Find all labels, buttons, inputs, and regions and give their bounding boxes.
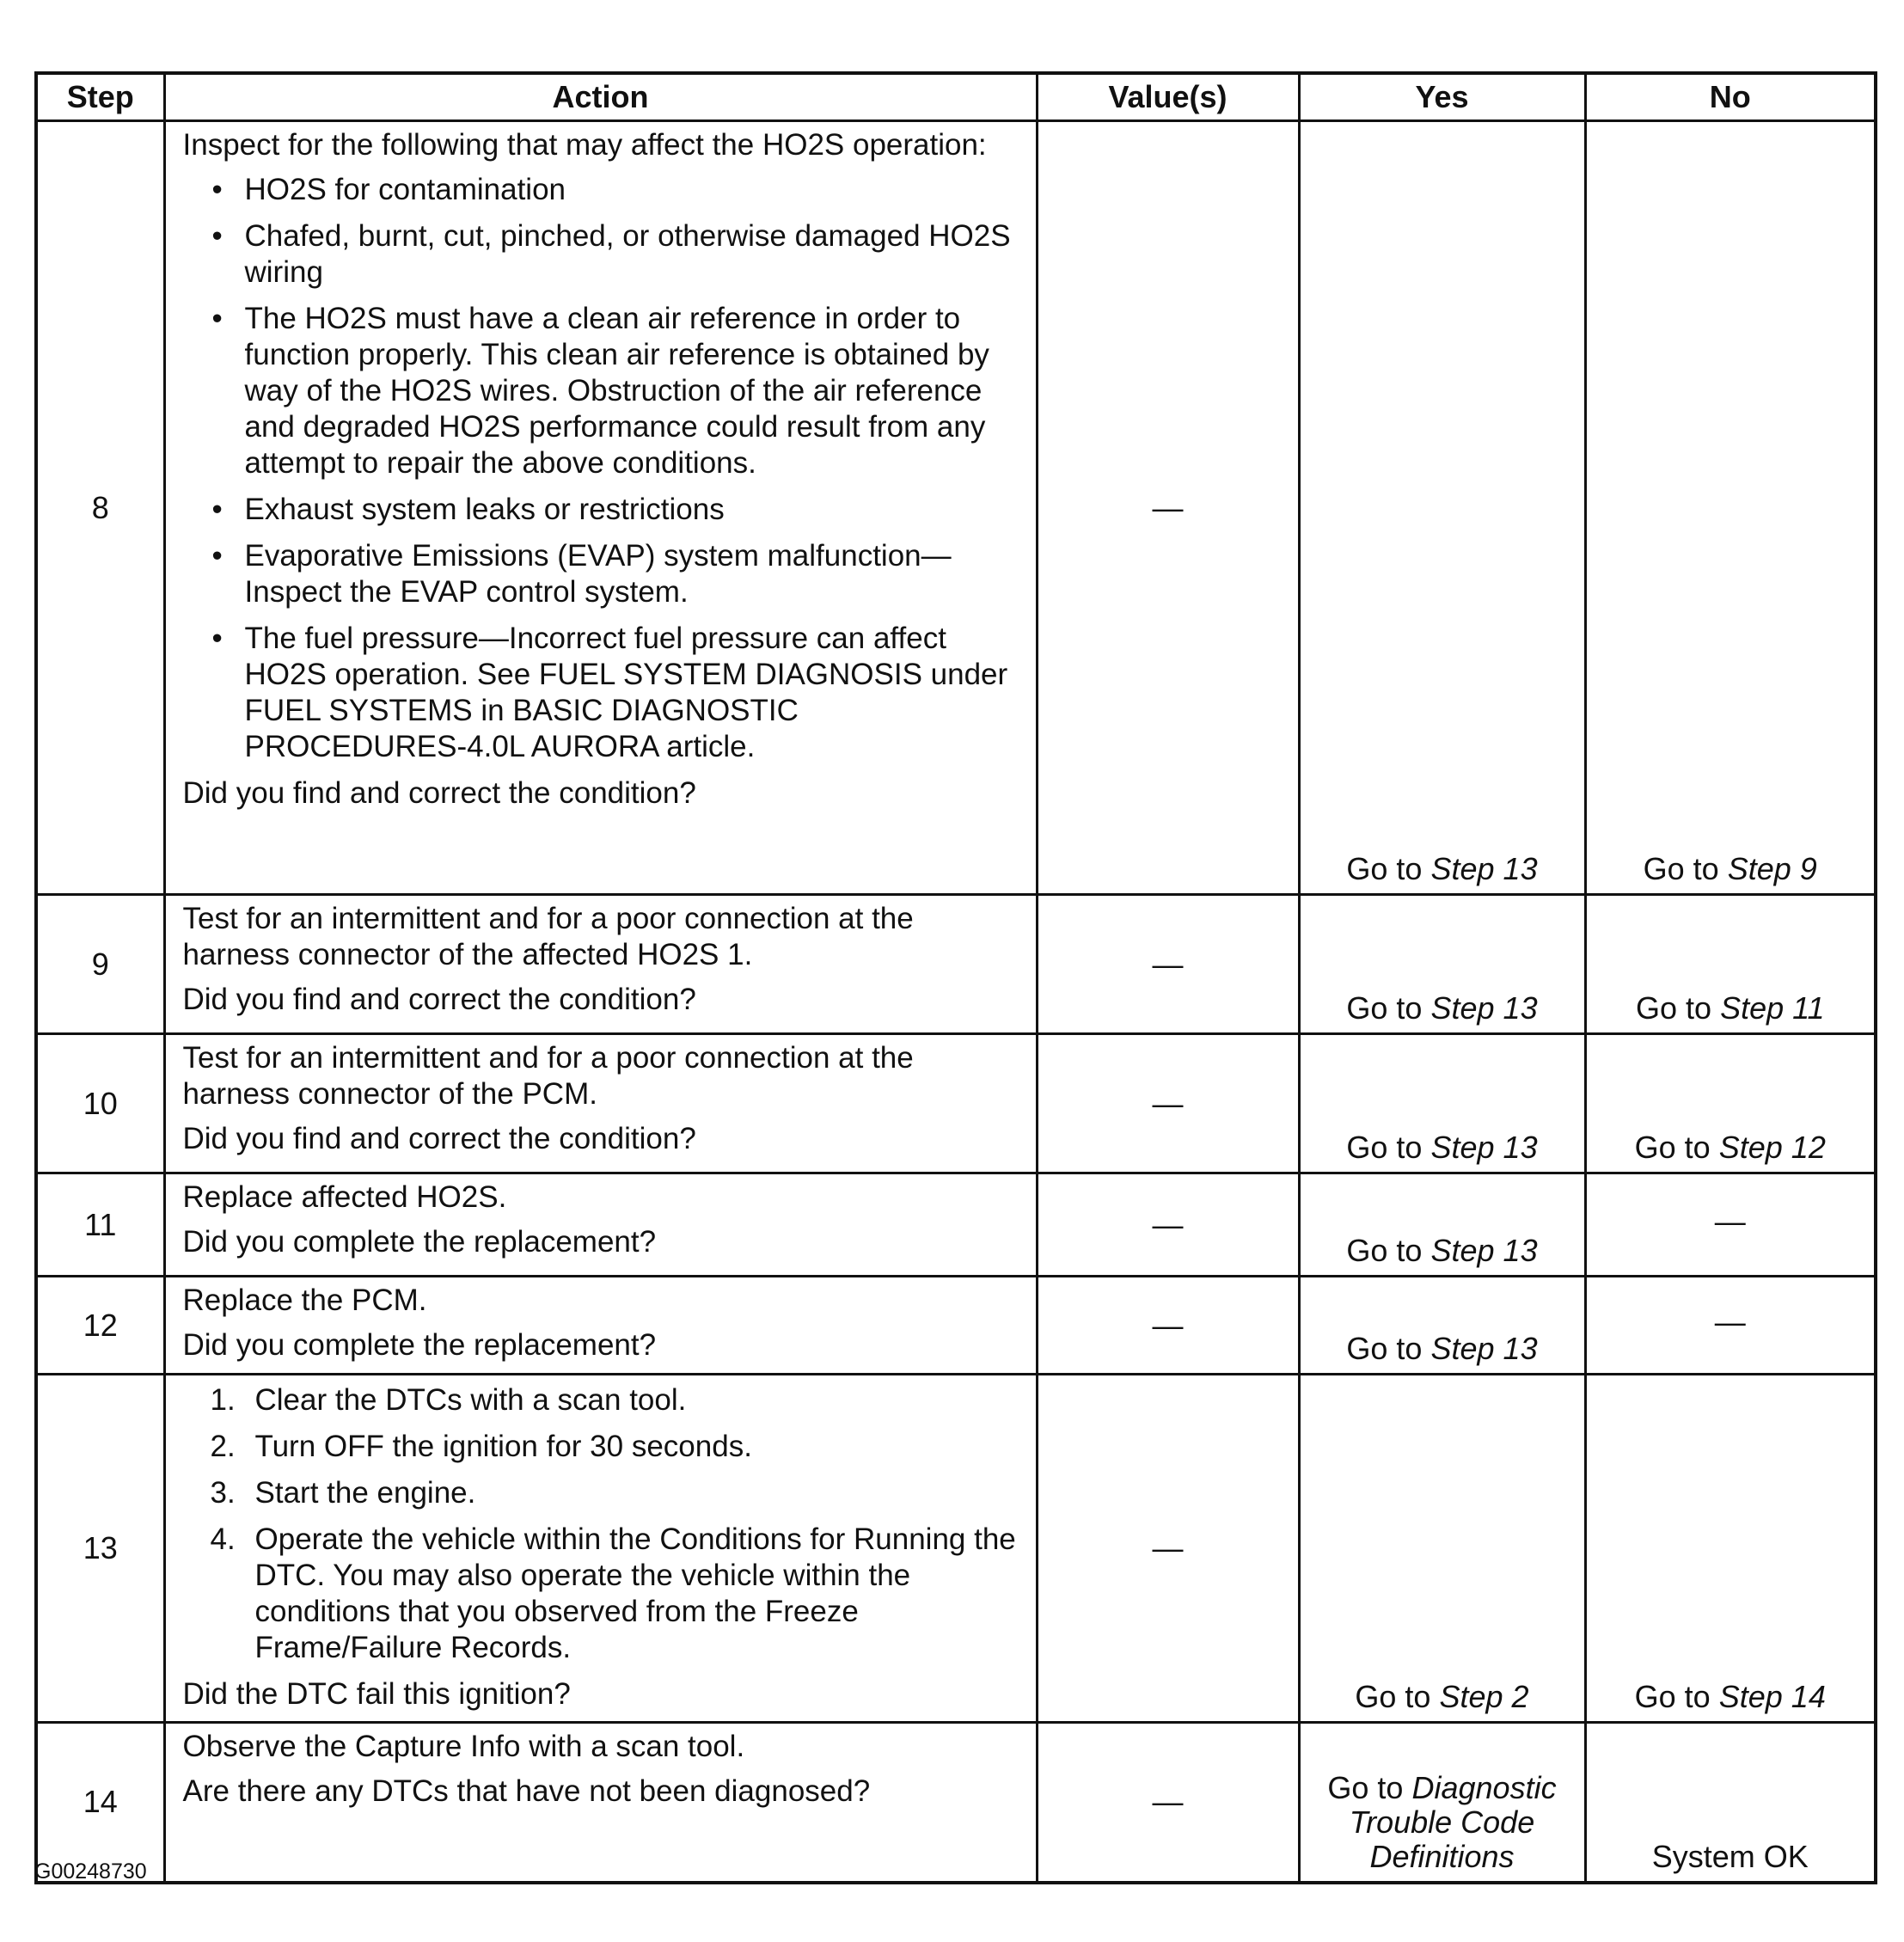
no-cell: — [1585,1173,1876,1277]
table-row [36,1034,1876,1173]
no-step-link: Step 9 [1727,851,1817,886]
header-yes: Yes [1299,73,1585,121]
diagnostic-steps-table [34,71,1877,1884]
yes-cell [1299,895,1585,1034]
list-text: Operate the vehicle within the Conditions for Running the DTC. You may also operate the vehicle within the conditions that you observed from the Freeze Frame/Failure Records. [254,1522,1016,1664]
yes-cell [1299,1277,1585,1375]
value-cell: — [1037,1375,1299,1723]
no-step-link: Step 12 [1718,1130,1826,1165]
yes-cell [1299,1034,1585,1173]
action-question: Are there any DTCs that have not been diagnosed? [182,1774,871,1808]
value-cell: — [1037,1173,1299,1277]
table-row [36,1723,1876,1883]
figure-id: G00248730 [34,1859,147,1884]
yes-prefix: Go to [1346,851,1423,886]
action-cell [164,1723,1037,1883]
yes-step-link: Step 13 [1430,1130,1538,1165]
yes-diagnostic-link: Diagnostic Trouble Code Definitions [1349,1769,1557,1874]
header-action: Action [164,73,1037,121]
step-number: 13 [36,1375,164,1723]
list-item: • Exhaust system leaks or restrictions [245,492,1024,528]
list-text: Turn OFF the ignition for 30 seconds. [254,1430,752,1463]
action-cell [164,1173,1037,1277]
step-number: 11 [36,1173,164,1277]
yes-prefix: Go to [1346,1130,1423,1165]
list-text: Clear the DTCs with a scan tool. [254,1383,687,1417]
list-number: 4. [210,1522,236,1556]
yes-prefix: Go to [1355,1679,1431,1714]
value-cell: — [1037,1723,1299,1883]
action-cell [164,895,1037,1034]
action-question: Did you complete the replacement? [182,1328,657,1362]
list-number: 1. [210,1383,236,1417]
list-item [210,1475,1024,1511]
table-header-row [36,73,1876,121]
action-cell [164,1375,1037,1723]
step-number: 8 [36,121,164,895]
action-intro: Test for an intermittent and for a poor connection at the harness connector of the affected HO2S 1. [182,902,914,971]
action-cell [164,1277,1037,1375]
list-item: • The HO2S must have a clean air reference in order to function properly. This clean air reference is obtained by way of the HO2S wires. Obstruction of the air reference and degraded HO2S performance could result from any attempt to repair the above conditions. [245,301,1024,481]
table-row [36,1173,1876,1277]
table-row [36,121,1876,895]
no-step-link: Step 11 [1720,990,1825,1026]
action-intro: Test for an intermittent and for a poor connection at the harness connector of the PCM. [182,1041,914,1111]
no-prefix: Go to [1643,851,1719,886]
table-row [36,1375,1876,1723]
step-number: 14 [36,1723,164,1883]
yes-step-link: Step 13 [1430,1233,1538,1268]
header-no: No [1585,73,1876,121]
value-cell: — [1037,895,1299,1034]
list-number: 3. [210,1476,236,1510]
yes-step-link: Step 13 [1430,851,1538,886]
no-step-link: Step 14 [1718,1679,1826,1714]
value-cell: — [1037,1034,1299,1173]
yes-cell [1299,1723,1585,1883]
action-cell [164,1034,1037,1173]
action-intro: Observe the Capture Info with a scan tool. [182,1730,745,1763]
no-prefix: Go to [1635,990,1712,1026]
action-intro: Inspect for the following that may affect the HO2S operation: [182,128,987,162]
list-item: • Evaporative Emissions (EVAP) system malfunction—Inspect the EVAP control system. [245,538,1024,610]
yes-step-link: Step 2 [1439,1679,1529,1714]
action-question: Did you find and correct the condition? [182,1122,696,1155]
list-text: Start the engine. [254,1476,476,1510]
action-question: Did you find and correct the condition? [182,776,696,810]
yes-cell [1299,1375,1585,1723]
value-cell: — [1037,121,1299,895]
no-cell [1585,1375,1876,1723]
yes-cell [1299,1173,1585,1277]
diagnostic-table-page [34,71,1874,1884]
action-question: Did you complete the replacement? [182,1225,657,1259]
list-item: • HO2S for contamination [245,172,1024,208]
bullet-list [183,172,1024,765]
no-cell [1585,121,1876,895]
yes-cell [1299,121,1585,895]
list-item: • The fuel pressure—Incorrect fuel pressure can affect HO2S operation. See FUEL SYSTEM DIAGNOSIS under FUEL SYSTEMS in BASIC DIAGNOSTIC PROCEDURES-4.0L AURORA article. [245,621,1024,765]
yes-prefix: Go to [1346,1233,1423,1268]
no-cell [1585,1034,1876,1173]
step-number: 10 [36,1034,164,1173]
header-step: Step [36,73,164,121]
list-item [210,1429,1024,1465]
numbered-list [183,1382,1024,1666]
yes-prefix: Go to [1327,1769,1404,1805]
step-number: 9 [36,895,164,1034]
value-cell: — [1037,1277,1299,1375]
no-cell: — [1585,1277,1876,1375]
action-question: Did you find and correct the condition? [182,983,696,1016]
table-row [36,1277,1876,1375]
list-item [210,1382,1024,1418]
action-cell [164,121,1037,895]
action-question: Did the DTC fail this ignition? [182,1677,571,1711]
yes-prefix: Go to [1346,1331,1423,1366]
no-prefix: Go to [1634,1130,1711,1165]
yes-step-link: Step 13 [1430,990,1538,1026]
list-item [210,1522,1024,1666]
no-prefix: Go to [1634,1679,1711,1714]
table-row [36,895,1876,1034]
no-cell [1585,895,1876,1034]
header-values: Value(s) [1037,73,1299,121]
action-intro: Replace the PCM. [182,1283,427,1317]
list-item: • Chafed, burnt, cut, pinched, or otherwise damaged HO2S wiring [245,218,1024,291]
list-number: 2. [210,1430,236,1463]
action-intro: Replace affected HO2S. [182,1180,507,1214]
yes-step-link: Step 13 [1430,1331,1538,1366]
yes-prefix: Go to [1346,990,1423,1026]
step-number: 12 [36,1277,164,1375]
no-cell: System OK [1585,1723,1876,1883]
